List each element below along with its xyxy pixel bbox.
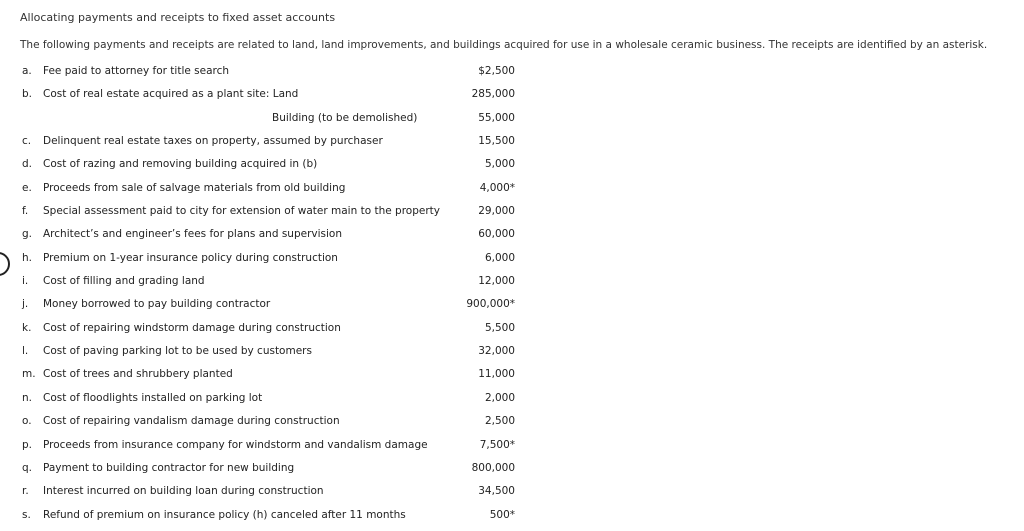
item-amount: 285,000	[471, 88, 515, 101]
item-description: Building (to be demolished)	[272, 111, 418, 124]
list-item	[0, 59, 1024, 82]
item-letter: d.	[22, 158, 33, 171]
item-amount: 500*	[489, 508, 515, 521]
list-item	[0, 362, 1024, 385]
item-description: Fee paid to attorney for title search	[43, 65, 230, 77]
list-item	[0, 316, 1024, 339]
list-item	[0, 292, 1024, 315]
item-description: Architect’s and engineer’s fees for plans and supervision	[43, 228, 342, 241]
item-letter: b.	[22, 88, 33, 101]
item-description: Cost of razing and removing building acquired in (b)	[43, 158, 318, 171]
item-amount: 900,000*	[466, 298, 515, 311]
list-item	[0, 129, 1024, 152]
list-item	[0, 176, 1024, 199]
list-item	[0, 386, 1024, 409]
item-letter: r.	[22, 485, 29, 498]
list-item	[0, 82, 1024, 105]
item-description: Cost of paving parking lot to be used by customers	[43, 345, 312, 358]
item-amount: 32,000	[478, 345, 515, 358]
item-description: Money borrowed to pay building contractor	[43, 298, 271, 311]
item-amount: $2,500	[478, 65, 515, 77]
item-letter: a.	[22, 65, 32, 77]
item-amount: 55,000	[478, 111, 515, 124]
item-letter: g.	[22, 228, 33, 241]
item-letter: e.	[22, 181, 32, 194]
item-amount: 5,000	[484, 158, 515, 171]
item-letter: p.	[22, 438, 33, 451]
item-letter: q.	[22, 461, 33, 474]
item-letter: n.	[22, 391, 32, 404]
item-description: Interest incurred on building loan during construction	[43, 485, 324, 498]
item-letter: s.	[22, 508, 31, 521]
item-letter: m.	[22, 368, 36, 381]
item-amount: 12,000	[478, 275, 515, 288]
item-letter: h.	[22, 251, 32, 264]
item-amount: 11,000	[478, 368, 515, 381]
list-item	[0, 409, 1024, 432]
list-item	[0, 479, 1024, 502]
item-description: Proceeds from insurance company for windstorm and vandalism damage	[43, 438, 428, 451]
item-amount: 800,000	[471, 461, 515, 474]
list-item	[0, 152, 1024, 175]
item-list	[0, 59, 1024, 526]
item-description: Cost of trees and shrubbery planted	[43, 368, 233, 381]
item-amount: 5,500	[484, 321, 515, 334]
item-letter: c.	[22, 135, 32, 148]
item-description: Cost of filling and grading land	[43, 275, 205, 288]
list-item	[0, 269, 1024, 292]
item-letter: f.	[22, 205, 29, 218]
list-item	[0, 246, 1024, 269]
item-amount: 60,000	[478, 228, 515, 241]
item-description: Payment to building contractor for new building	[43, 461, 295, 474]
item-letter: i.	[22, 275, 29, 288]
item-letter: o.	[22, 415, 32, 428]
item-description: Cost of repairing windstorm damage during construction	[43, 321, 341, 334]
list-item	[0, 106, 1024, 129]
item-description: Proceeds from sale of salvage materials from old building	[43, 181, 346, 194]
list-item	[0, 456, 1024, 479]
item-letter: l.	[22, 345, 29, 358]
list-item	[0, 339, 1024, 362]
item-amount: 2,000	[484, 391, 515, 404]
item-description: Special assessment paid to city for extension of water main to the property	[43, 205, 440, 218]
item-description: Delinquent real estate taxes on property, assumed by purchaser	[43, 135, 383, 148]
item-letter: j.	[22, 298, 29, 311]
item-amount: 7,500*	[479, 438, 515, 451]
item-amount: 4,000*	[479, 181, 515, 194]
list-item	[0, 199, 1024, 222]
item-letter: k.	[22, 321, 32, 334]
item-description: Premium on 1-year insurance policy during construction	[43, 251, 338, 264]
list-item	[0, 222, 1024, 245]
item-amount: 29,000	[478, 205, 515, 218]
item-amount: 34,500	[478, 485, 515, 498]
item-description: Refund of premium on insurance policy (h) canceled after 11 months	[43, 508, 406, 521]
item-amount: 6,000	[484, 251, 515, 264]
item-description: Cost of repairing vandalism damage during construction	[43, 415, 340, 428]
item-amount: 2,500	[484, 415, 515, 428]
item-amount: 15,500	[478, 135, 515, 148]
page-title: Allocating payments and receipts to fixed asset accounts	[20, 11, 336, 24]
intro-text: The following payments and receipts are related to land, land improvements, and buildings acquired for use in a wholesale ceramic business. The receipts are identified by an asterisk.	[20, 39, 988, 51]
item-description: Cost of floodlights installed on parking lot	[43, 391, 263, 404]
list-item	[0, 433, 1024, 456]
list-item	[0, 503, 1024, 526]
item-description: Cost of real estate acquired as a plant site: Land	[43, 88, 299, 101]
